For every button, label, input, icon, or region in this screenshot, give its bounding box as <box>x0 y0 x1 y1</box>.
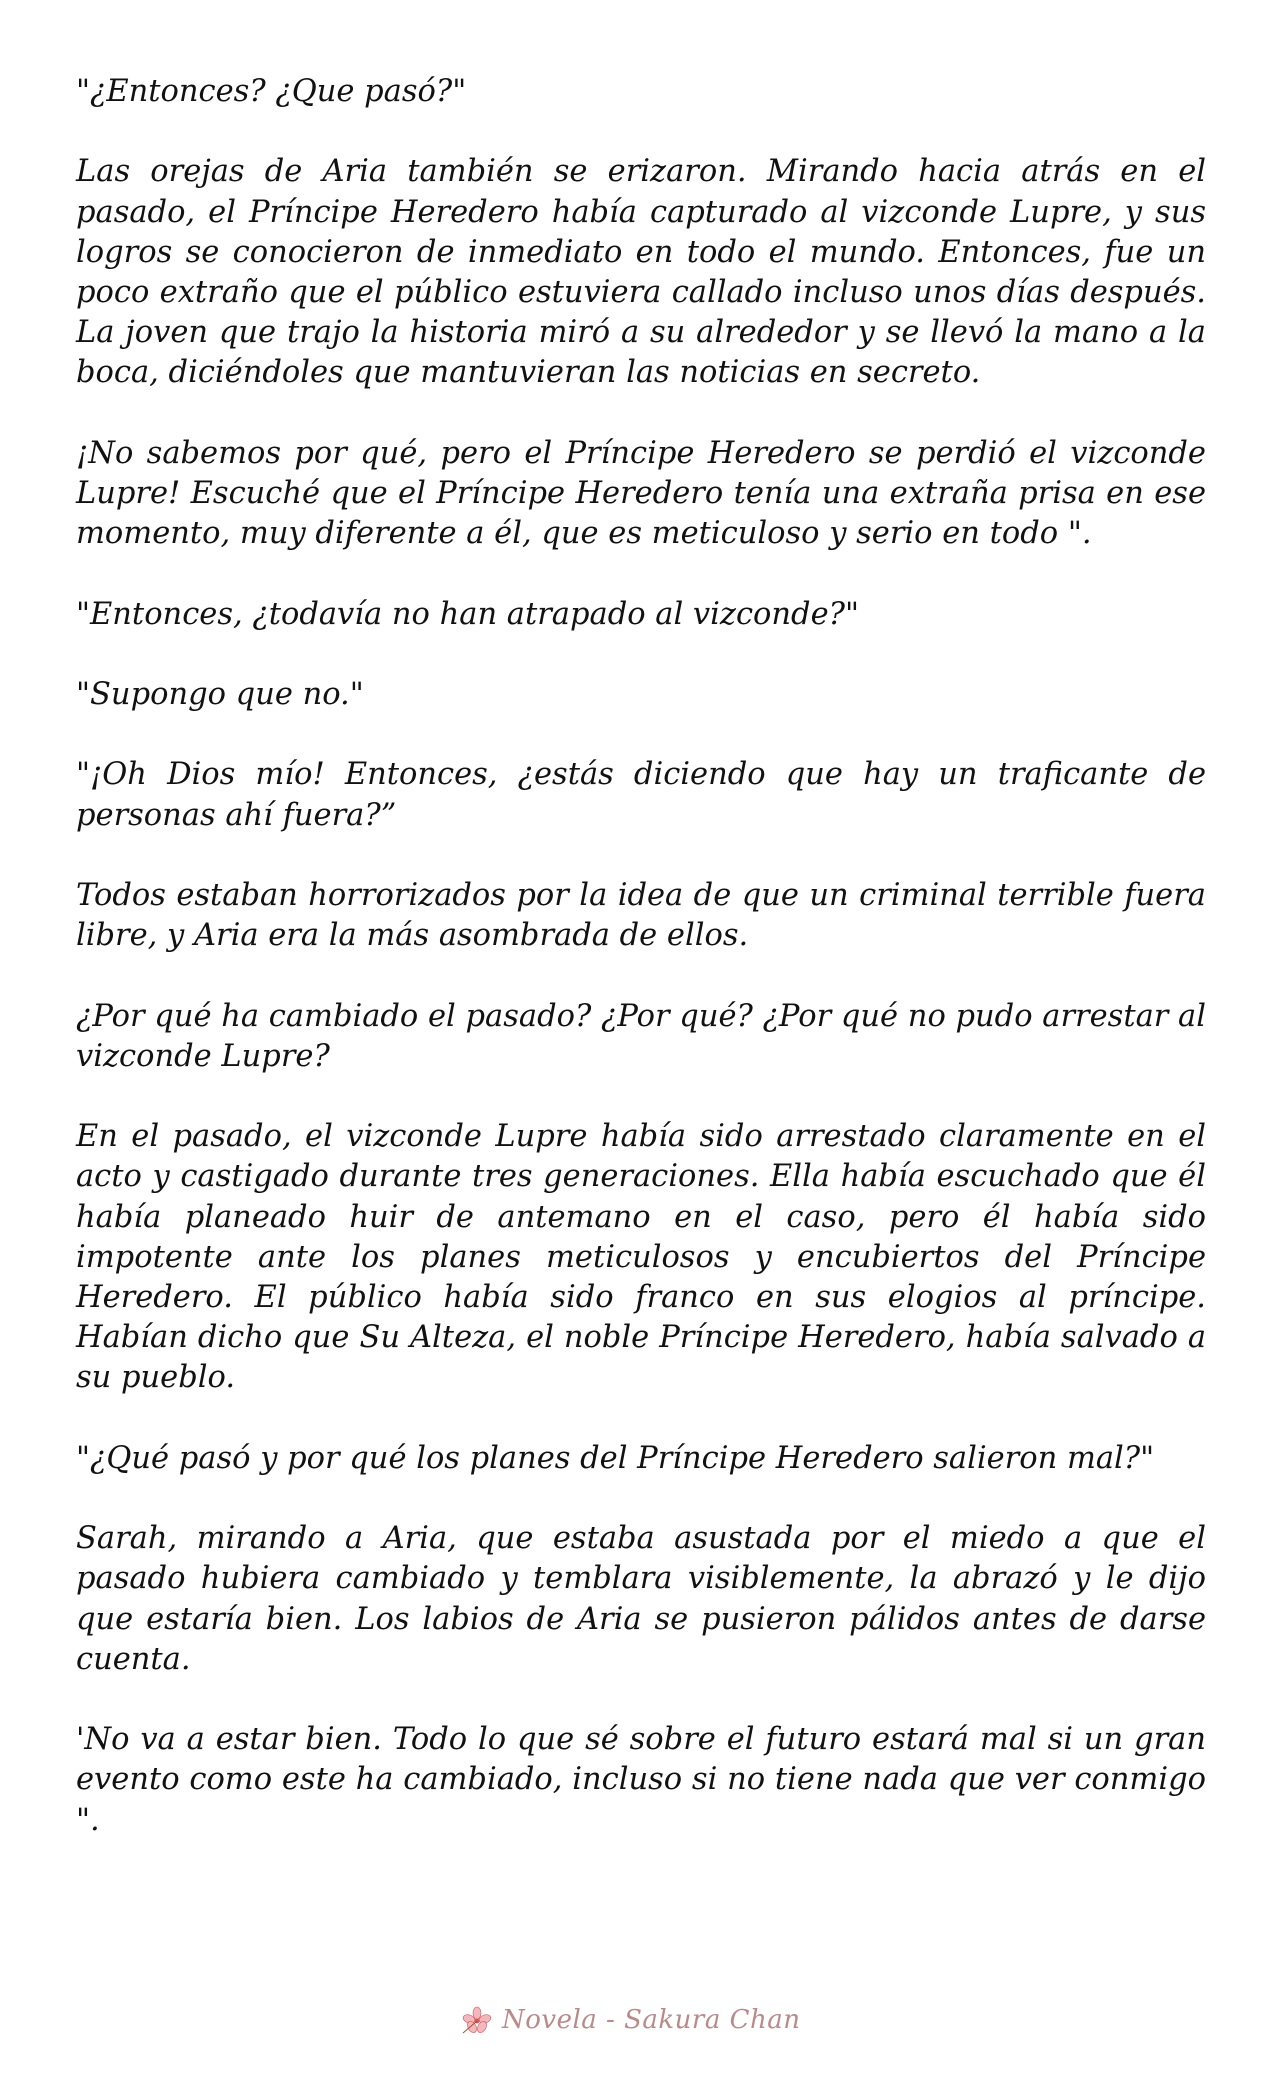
paragraph-7: Todos estaban horrorizados por la idea de que un criminal terrible fuera libre, y Aria era la más asombrada de ellos. <box>76 877 1206 954</box>
paragraph-4: "Entonces, ¿todavía no han atrapado al vizconde?" <box>76 596 860 632</box>
paragraph-5: "Supongo que no." <box>76 676 364 712</box>
paragraph-2: Las orejas de Aria también se erizaron. Mirando hacia atrás en el pasado, el Príncipe Heredero había capturado al vizconde Lupre, y sus logros se conocieron de inmediato en todo el mundo. Entonces, fue un poco extraño que el público estuviera callado incluso unos días después. La joven que trajo la historia miró a su alrededor y se llevó la mano a la boca, diciéndoles que mantuvieran las noticias en secreto. <box>76 154 1206 391</box>
paragraph-1: "¿Entonces? ¿Que pasó?" <box>76 74 467 109</box>
document-body <box>76 72 1206 1841</box>
watermark <box>460 1998 801 2042</box>
sakura-flower-icon <box>460 2005 494 2035</box>
paragraph-12: 'No va a estar bien. Todo lo que sé sobre el futuro estará mal si un gran evento como este ha cambiado, incluso si no tiene nada que ver conmigo ". <box>76 1722 1206 1838</box>
paragraph-10: "¿Qué pasó y por qué los planes del Príncipe Heredero salieron mal?" <box>76 1440 1155 1476</box>
paragraph-9: En el pasado, el vizconde Lupre había sido arrestado claramente en el acto y castigado durante tres generaciones. Ella había escuchado que él había planeado huir de antemano en el caso, pero él había sido impotente ante los planes meticulosos y encubiertos del Príncipe Heredero. El público había sido franco en sus elogios al príncipe. Habían dicho que Su Alteza, el noble Príncipe Heredero, había salvado a su pueblo. <box>76 1119 1206 1396</box>
paragraph-8: ¿Por qué ha cambiado el pasado? ¿Por qué? ¿Por qué no pudo arrestar al vizconde Lupre? <box>76 998 1206 1074</box>
watermark-text: Novela - Sakura Chan <box>502 2005 801 2035</box>
paragraph-6: "¡Oh Dios mío! Entonces, ¿estás diciendo que hay un traficante de personas ahí fuera?” <box>76 757 1206 833</box>
paragraph-11: Sarah, mirando a Aria, que estaba asustada por el miedo a que el pasado hubiera cambiado y temblara visiblemente, la abrazó y le dijo que estaría bien. Los labios de Aria se pusieron pálidos antes de darse cuenta. <box>76 1521 1206 1677</box>
paragraph-3: ¡No sabemos por qué, pero el Príncipe Heredero se perdió el vizconde Lupre! Escuché que el Príncipe Heredero tenía una extraña prisa en ese momento, muy diferente a él, que es meticuloso y serio en todo ". <box>76 435 1206 552</box>
